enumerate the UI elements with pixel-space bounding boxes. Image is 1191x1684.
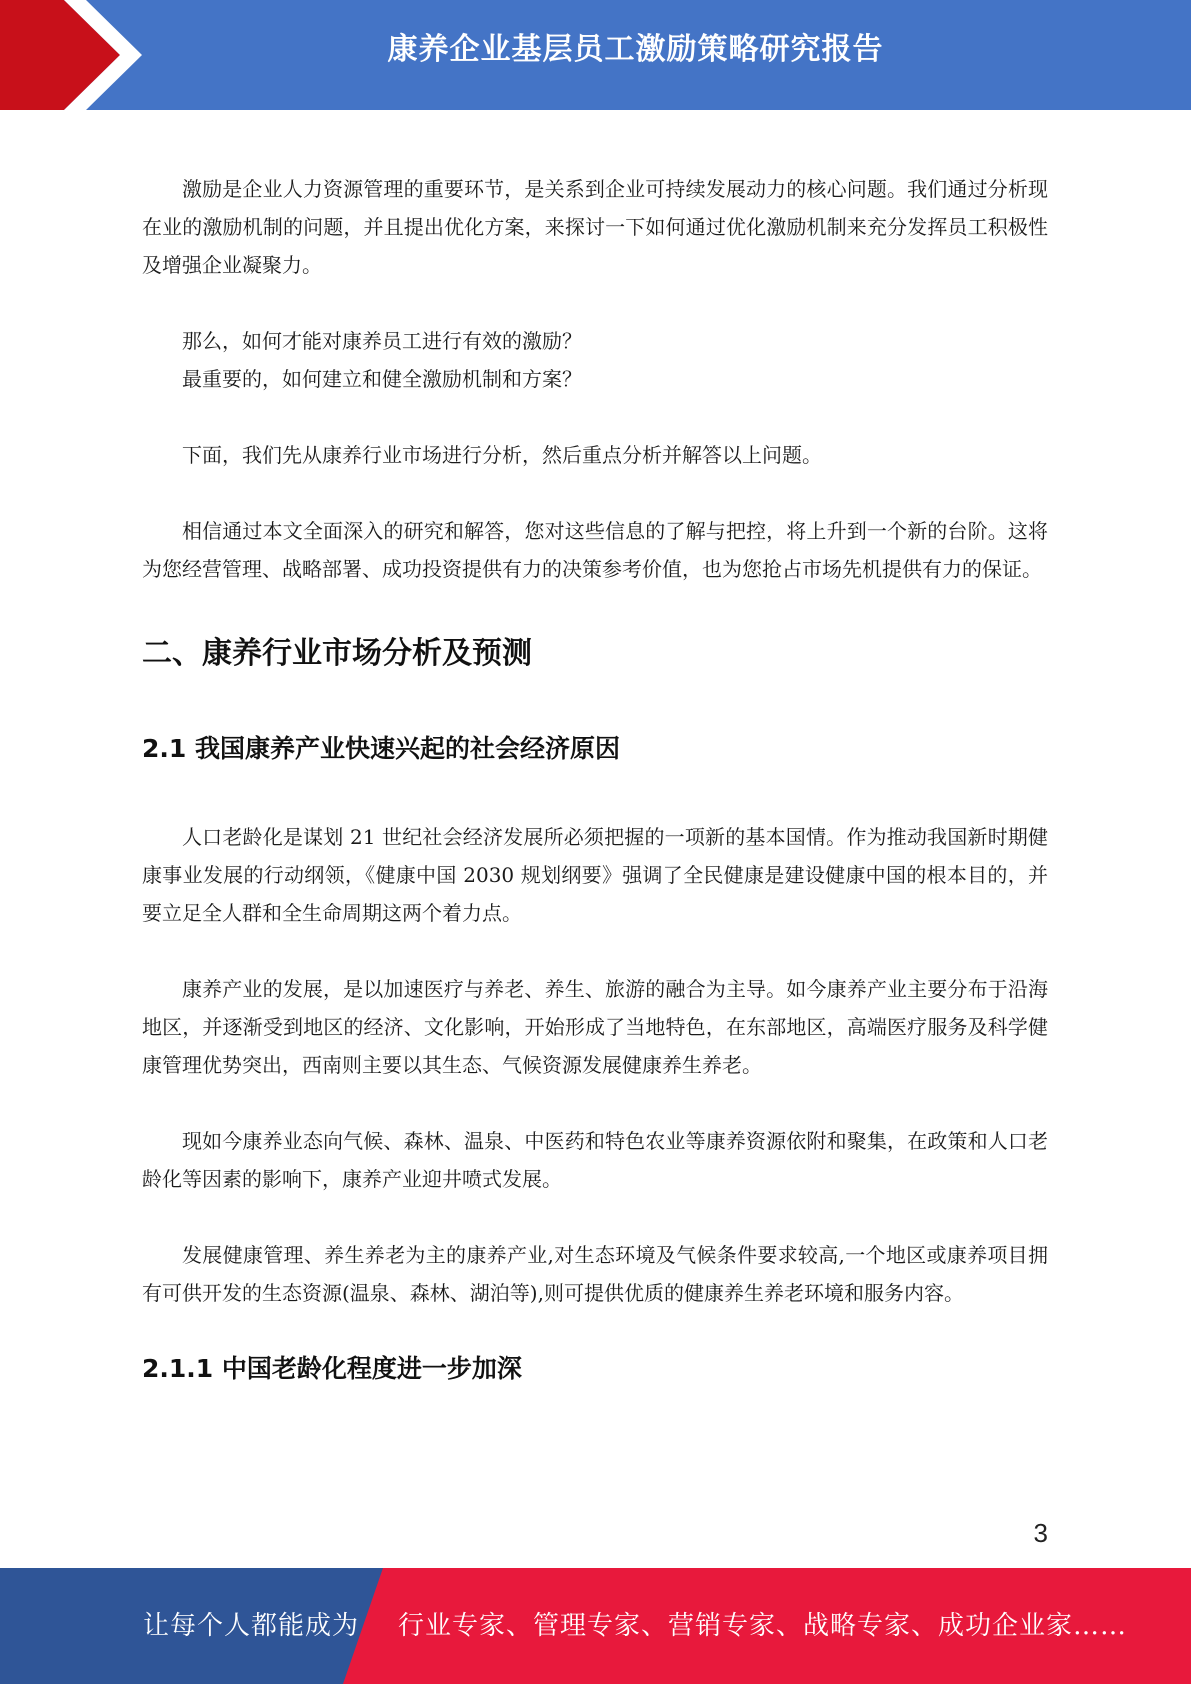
body-paragraph: 康养产业的发展，是以加速医疗与养老、养生、旅游的融合为主导。如今康养产业主要分布于沿海地区，并逐渐受到地区的经济、文化影响，开始形成了当地特色，在东部地区，高端医疗服务及科学健康管理优势突出，西南则主要以其生态、气候资源发展健康养生养老。 [142,977,1048,1077]
document-title: 康养企业基层员工激励策略研究报告 [387,32,884,67]
page-number: 3 [1033,1518,1048,1548]
intro-paragraph: 激励是企业人力资源管理的重要环节，是关系到企业可持续发展动力的核心问题。我们通过分析现在业的激励机制的问题，并且提出优化方案，来探讨一下如何通过优化激励机制来充分发挥员工积极性及增强企业凝聚力。 [142,177,1048,277]
question-line: 最重要的，如何建立和健全激励机制和方案？ [182,367,582,391]
chevron-arrow-icon [0,0,160,110]
subsection-heading: 2.1 我国康养产业快速兴起的社会经济原因 [142,734,620,763]
subsubsection-heading: 2.1.1 中国老龄化程度进一步加深 [142,1354,522,1383]
question-line: 那么，如何才能对康养员工进行有效的激励？ [182,329,582,353]
intro-paragraph: 相信通过本文全面深入的研究和解答，您对这些信息的了解与把控，将上升到一个新的台阶。这将为您经营管理、战略部署、成功投资提供有力的决策参考价值，也为您抢占市场先机提供有力的保证。 [142,519,1048,581]
footer-slogan-tail: 行业专家、管理专家、营销专家、战略专家、成功企业家…… [398,1611,1128,1641]
section-heading: 二、康养行业市场分析及预测 [142,636,532,671]
body-paragraph: 人口老龄化是谋划 21 世纪社会经济发展所必须把握的一项新的基本国情。作为推动我国新时期健康事业发展的行动纲领，《健康中国 2030 规划纲要》强调了全民健康是建设健康中国的根本目的，并要立足全人群和全生命周期这两个着力点。 [142,825,1048,925]
page-footer [0,1568,1191,1684]
document-body [142,170,1048,1386]
page-header [0,0,1191,110]
intro-paragraph: 下面，我们先从康养行业市场进行分析，然后重点分析并解答以上问题。 [182,443,822,467]
body-paragraph: 现如今康养业态向气候、森林、温泉、中医药和特色农业等康养资源依附和聚集，在政策和人口老龄化等因素的影响下，康养产业迎井喷式发展。 [142,1129,1048,1191]
body-paragraph: 发展健康管理、养生养老为主的康养产业,对生态环境及气候条件要求较高,一个地区或康养项目拥有可供开发的生态资源(温泉、森林、湖泊等),则可提供优质的健康养生养老环境和服务内容。 [142,1243,1048,1305]
footer-slogan-lead: 让每个人都能成为 [143,1611,360,1641]
